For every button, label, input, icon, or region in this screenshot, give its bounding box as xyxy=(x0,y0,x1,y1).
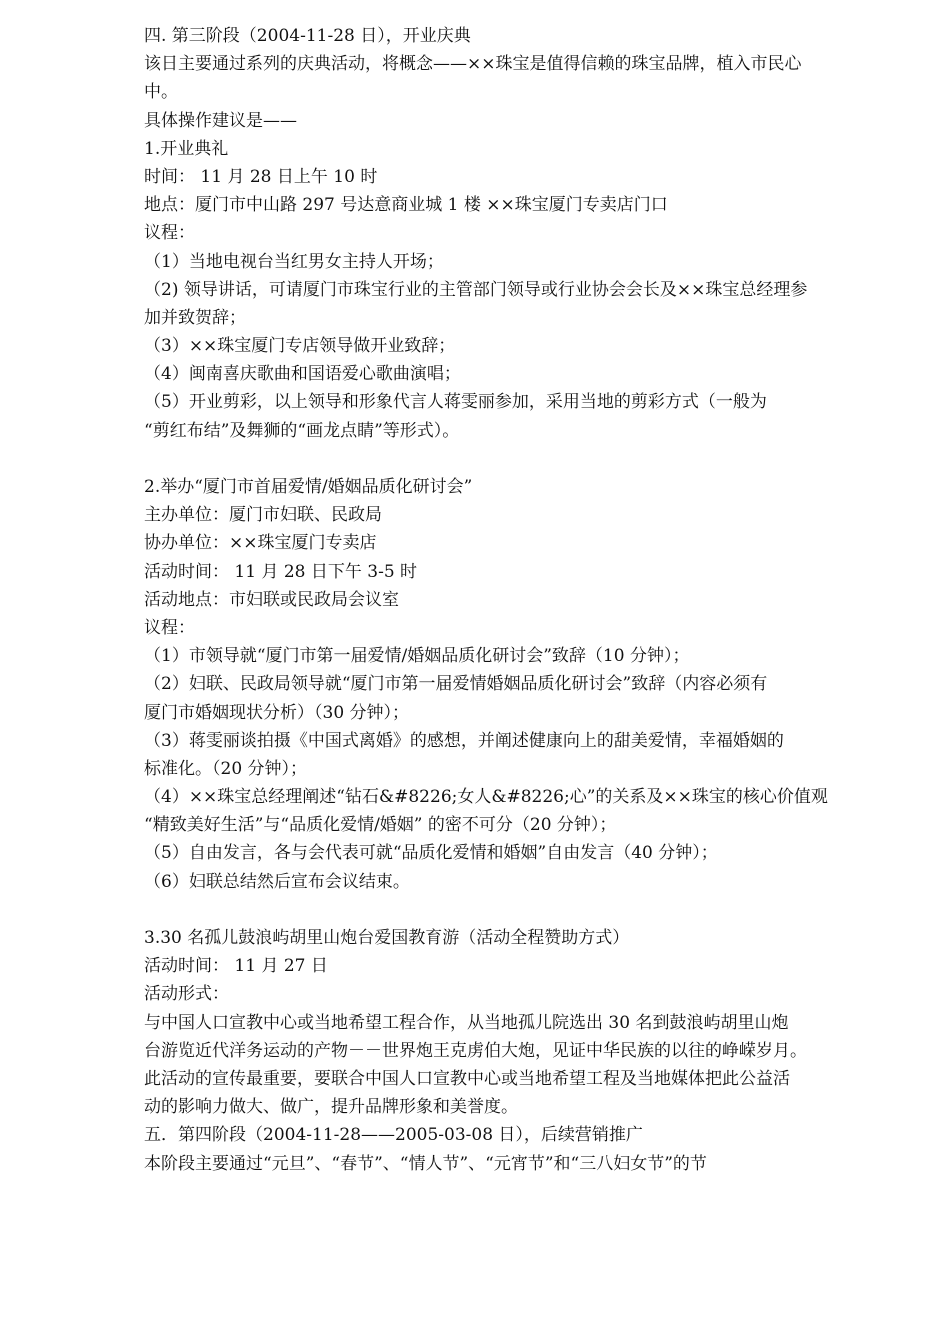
text-line: 中。 xyxy=(144,82,178,103)
list-item: （3）××珠宝厦门专店领导做开业致辞； xyxy=(144,336,456,357)
text-line: “剪红布结”及舞狮的“画龙点睛”等形式）。 xyxy=(144,420,460,441)
text-line: 活动时间： 11 月 27 日 xyxy=(144,956,328,977)
text-line: 协办单位：××珠宝厦门专卖店 xyxy=(144,533,377,554)
text-line: 厦门市婚姻现状分析）（30 分钟）； xyxy=(144,702,410,723)
text-line: 标准化。（20 分钟）； xyxy=(144,758,308,779)
list-item: （5）开业剪彩，以上领导和形象代言人蒋雯丽参加，采用当地的剪彩方式（一般为 xyxy=(144,392,767,413)
blank-line xyxy=(144,445,884,473)
section-heading-stage-4: 五．第四阶段（2004-11-28——2005-03-08 日），后续营销推广 xyxy=(144,1125,643,1146)
text-line: 活动地点：市妇联或民政局会议室 xyxy=(144,589,399,610)
text-line: 活动时间： 11 月 28 日下午 3-5 时 xyxy=(144,561,418,582)
text-line: 地点：厦门市中山路 297 号达意商业城 1 楼 ××珠宝厦门专卖店门口 xyxy=(144,195,668,216)
subheading-orphan-tour: 3.30 名孤儿鼓浪屿胡里山炮台爱国教育游（活动全程赞助方式） xyxy=(144,928,630,948)
list-item: （3）蒋雯丽谈拍摄《中国式离婚》的感想，并阐述健康向上的甜美爱情，幸福婚姻的 xyxy=(144,730,784,751)
list-item: （2）妇联、民政局领导就“厦门市第一届爱情婚姻品质化研讨会”致辞（内容必须有 xyxy=(144,674,768,695)
text-line: 议程： xyxy=(144,223,195,244)
text-line: “精致美好生活”与“品质化爱情/婚姻” 的密不可分（20 分钟）； xyxy=(144,815,617,836)
text-line: 加并致贺辞； xyxy=(144,307,246,328)
subheading-opening-ceremony: 1.开业典礼 xyxy=(144,138,229,159)
subheading-seminar: 2.举办“厦门市首届爱情/婚姻品质化研讨会” xyxy=(144,477,473,497)
text-line: 此活动的宣传最重要，要联合中国人口宣教中心或当地希望工程及当地媒体把此公益活 xyxy=(144,1068,790,1089)
text-line: 议程： xyxy=(144,617,195,638)
list-item: （1）当地电视台当红男女主持人开场； xyxy=(144,251,444,272)
list-item: （1）市领导就“厦门市第一届爱情/婚姻品质化研讨会”致辞（10 分钟）； xyxy=(144,646,690,667)
text-line: 活动形式： xyxy=(144,984,229,1005)
list-item: （6）妇联总结然后宣布会议结束。 xyxy=(144,871,410,892)
list-item: （5）自由发言，各与会代表可就“品质化爱情和婚姻”自由发言（40 分钟）； xyxy=(144,843,718,864)
text-line: 与中国人口宣教中心或当地希望工程合作，从当地孤儿院选出 30 名到鼓浪屿胡里山炮 xyxy=(144,1012,789,1033)
text-line: 具体操作建议是—— xyxy=(144,110,297,131)
text-line: 时间： 11 月 28 日上午 10 时 xyxy=(144,166,378,187)
list-item: （4）闽南喜庆歌曲和国语爱心歌曲演唱； xyxy=(144,364,461,385)
list-item: （2) 领导讲话，可请厦门市珠宝行业的主管部门领导或行业协会会长及××珠宝总经理参 xyxy=(144,279,808,300)
text-line: 本阶段主要通过“元旦”、“春节”、“情人节”、“元宵节”和“三八妇女节”的节 xyxy=(144,1153,707,1174)
blank-line xyxy=(144,896,884,924)
document-page xyxy=(144,22,884,1178)
text-line: 动的影响力做大、做广，提升品牌形象和美誉度。 xyxy=(144,1097,518,1118)
section-heading-stage-3: 四. 第三阶段（2004-11-28 日），开业庆典 xyxy=(144,26,471,46)
text-line: 台游览近代洋务运动的产物－－世界炮王克虏伯大炮，见证中华民族的以往的峥嵘岁月。 xyxy=(144,1040,807,1061)
text-line: 主办单位：厦门市妇联、民政局 xyxy=(144,505,382,526)
list-item: （4）××珠宝总经理阐述“钻石&#8226;女人&#8226;心”的关系及××珠宝的核心价值观 xyxy=(144,787,828,808)
text-line: 该日主要通过系列的庆典活动，将概念——××珠宝是值得信赖的珠宝品牌，植入市民心 xyxy=(144,54,802,75)
